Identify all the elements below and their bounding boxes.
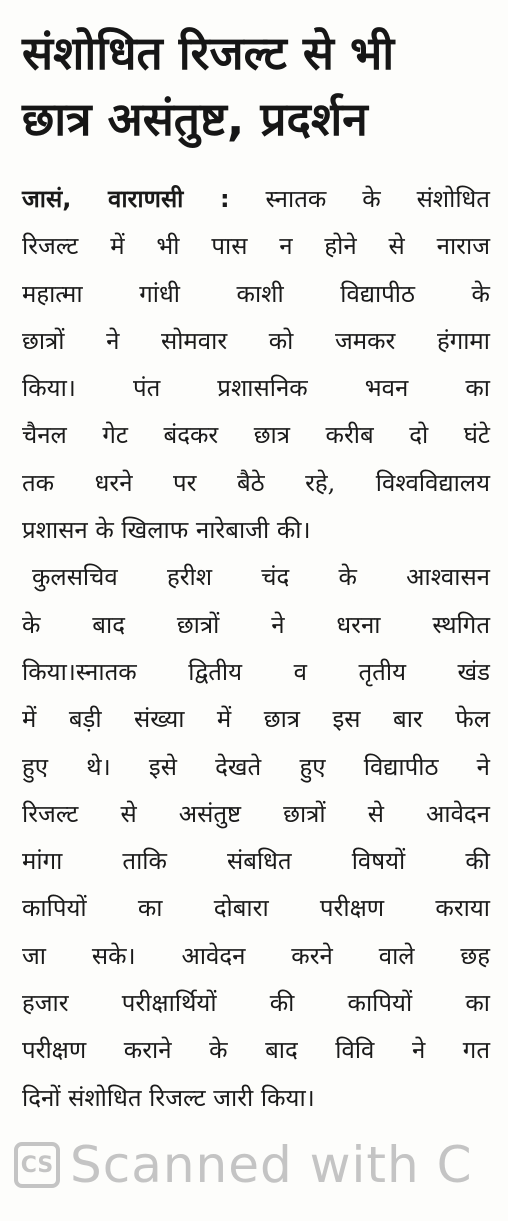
scanner-watermark — [14, 1136, 473, 1194]
headline-line-2: छात्र असंतुष्ट, प्रदर्शन — [22, 92, 368, 146]
article-line: किया।स्नातक द्वितीय व तृतीय खंड — [22, 657, 490, 686]
article-line: रिजल्ट में भी पास न होने से नाराज — [22, 232, 490, 261]
camscanner-logo-icon: CS — [14, 1142, 60, 1188]
article-body — [22, 176, 490, 1122]
article-line: तक धरने पर बैठे रहे, विश्वविद्यालय — [22, 468, 490, 497]
headline-line-1: संशोधित रिजल्ट से भी — [22, 26, 395, 80]
article-line — [22, 176, 490, 223]
article-line: किया। पंत प्रशासनिक भवन का — [22, 374, 490, 403]
article-line: हुए थे। इसे देखते हुए विद्यापीठ ने — [22, 752, 490, 781]
article-line: हजार परीक्षार्थियों की कापियों का — [22, 989, 490, 1018]
article-line: में बड़ी संख्या में छात्र इस बार फेल — [22, 705, 490, 734]
article-line: रिजल्ट से असंतुष्ट छात्रों से आवेदन — [22, 799, 490, 828]
article-line: परीक्षण कराने के बाद विवि ने गत — [22, 1036, 490, 1065]
article-line: कुलसचिव हरीश चंद के आश्वासन — [32, 563, 490, 592]
watermark-text: Scanned with C — [70, 1136, 473, 1194]
article-line-text: स्नातक के संशोधित — [265, 185, 490, 213]
article-line: मांगा ताकि संबधित विषयों की — [22, 847, 490, 876]
article-line: दिनों संशोधित रिजल्ट जारी किया। — [22, 1083, 315, 1112]
article-line: चैनल गेट बंदकर छात्र करीब दो घंटे — [22, 421, 490, 450]
article-line: प्रशासन के खिलाफ नारेबाजी की। — [22, 516, 311, 545]
article-line: छात्रों ने सोमवार को जमकर हंगामा — [22, 326, 490, 355]
article-line: महात्मा गांधी काशी विद्यापीठ के — [22, 279, 490, 308]
article-line: जा सके। आवेदन करने वाले छह — [22, 941, 490, 970]
dateline: जासं, वाराणसी : — [22, 185, 230, 213]
article-line: कापियों का दोबारा परीक्षण कराया — [22, 894, 490, 923]
article-headline — [22, 20, 492, 152]
article-line: के बाद छात्रों ने धरना स्थगित — [22, 610, 490, 639]
